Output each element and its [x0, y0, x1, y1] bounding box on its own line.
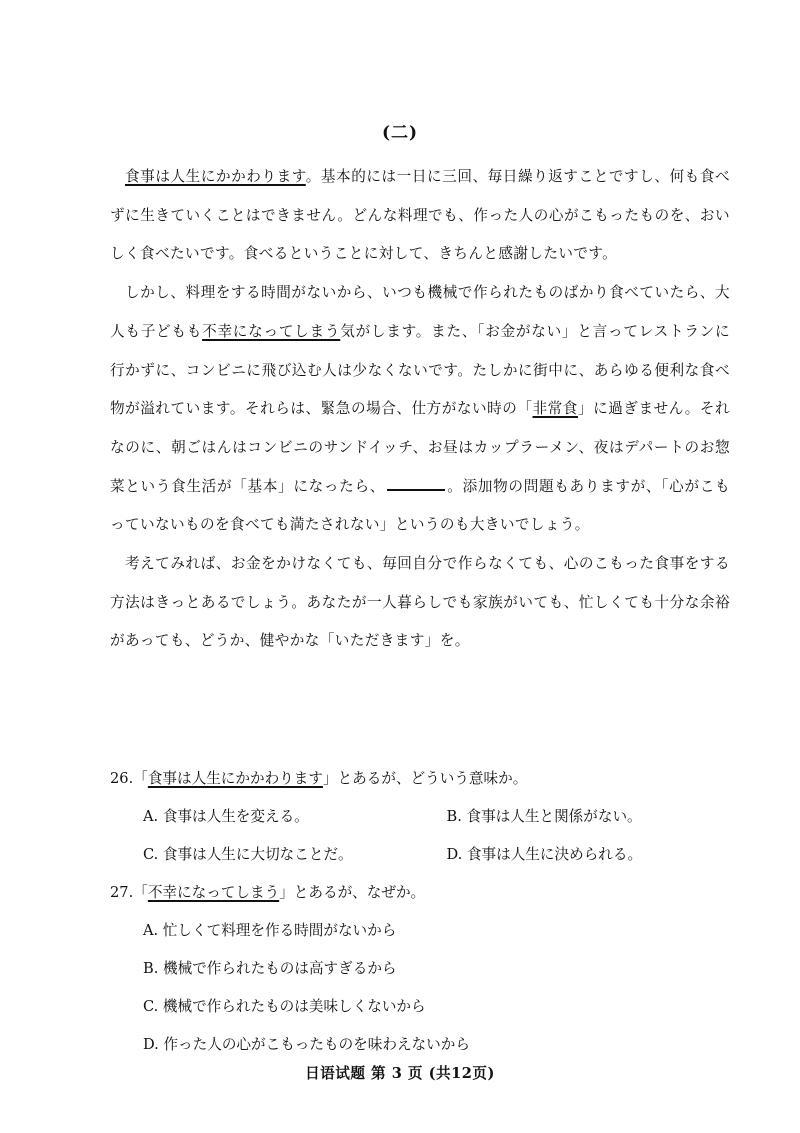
question-prompt: 」とあるが、どういう意味か。: [322, 770, 528, 787]
answer-blank: [387, 479, 445, 491]
option-d: D. 作った人の心がこもったものを味わえないから: [143, 1036, 470, 1053]
question-quote: 食事は人生にかかわります: [147, 770, 323, 787]
paragraph-2-text-a: しかし、料理をする時間がないから、いつも機械で作られたものばかり食べていたら、大人も子どもも: [110, 284, 730, 340]
question-26-options-row-2: [110, 836, 750, 874]
option-c: C. 機械で作られたものは美味しくないから: [143, 998, 426, 1015]
section-title: (二): [381, 123, 419, 143]
page-footer: 日语试题 第 3 页 (共12页): [305, 1065, 495, 1082]
reading-passage: [110, 158, 730, 661]
option-b: B. 機械で作られたものは高すぎるから: [143, 960, 397, 977]
quote-open: 「: [133, 770, 148, 787]
option-a: A. 食事は人生を変える。: [143, 808, 309, 825]
question-number: 27.: [110, 884, 134, 901]
paragraph-2-text-c: 」に過ぎません。それなのに、朝ごはんはコンビニのサンドイッチ、お昼はカップラーメン、夜はデパートのお惣菜という食生活が「基本」になったら、: [110, 400, 730, 495]
question-list: [110, 760, 750, 1064]
question-26-stem: [110, 760, 750, 798]
paragraph-3-text: 考えてみれば、お金をかけなくても、毎回自分で作らなくても、心のこもった食事をする方法はきっとあるでしょう。あなたが一人暮らしでも家族がいても、忙しくても十分な余裕があっても、どうか、健やかな「いただきます」を。: [110, 555, 730, 650]
question-number: 26.: [110, 770, 134, 787]
underlined-phrase-1: 食事は人生にかかわります: [125, 168, 306, 185]
option-a: A. 忙しくて料理を作る時間がないから: [143, 922, 397, 939]
paragraph-1-text: 。基本的には一日に三回、毎日繰り返すことですし、何も食べずに生きていくことはできません。どんな料理でも、作った人の心がこもったものを、おいしく食べたいです。食べるということに対して、きちんと感謝したいです。: [110, 168, 730, 263]
paragraph-2-text-d: 。添加物の問題もありますが、「心がこもっていないものを食べても満たされない」というのも大きいでしょう。: [110, 477, 730, 534]
underlined-phrase-3: 非常食: [532, 400, 578, 418]
paragraph-2: [110, 274, 730, 545]
underlined-phrase-2: 不幸になってしまう: [202, 322, 341, 340]
paragraph-2-text-b: 気がします。また、「お金がない」と言ってレストランに行かずに、コンビニに飛び込む人は少なくないです。たしかに街中に、あらゆる便利な食べ物が溢れています。それらは、緊急の場合、仕方がない時の「: [110, 322, 731, 418]
paragraph-1: [110, 158, 730, 274]
option-d: D. 食事は人生に決められる。: [446, 846, 643, 863]
option-c: C. 食事は人生に大切なことだ。: [143, 846, 353, 863]
option-b: B. 食事は人生と関係がない。: [446, 808, 642, 825]
question-27-stem: [110, 874, 750, 912]
question-prompt: 」とあるが、なぜか。: [279, 884, 426, 901]
paragraph-3: [110, 545, 730, 661]
question-quote: 不幸になってしまう: [147, 884, 280, 901]
quote-open: 「: [133, 884, 148, 901]
question-26-options-row-1: [110, 798, 750, 836]
